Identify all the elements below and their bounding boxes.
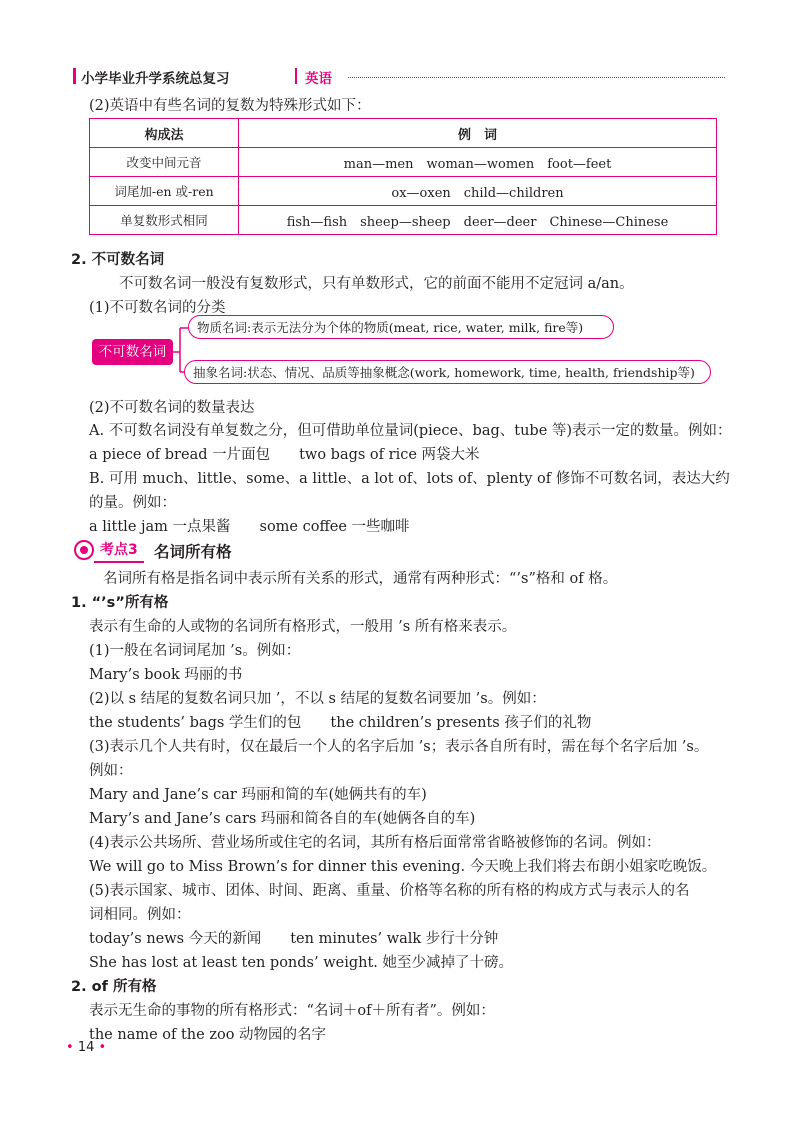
example-line: She has lost at least ten ponds’ weight. 她至少减掉了十磅。	[89, 955, 514, 971]
paragraph: (3)表示几个人共有时，仅在最后一个人的名字后加 ’s；表示各自所有时，需在每个名字后加 ’s。	[89, 739, 709, 755]
table-row	[90, 148, 717, 177]
table-cell: 改变中间元音	[90, 148, 239, 177]
paragraph: (2)以 s 结尾的复数名词只加 ’，不以 s 结尾的复数名词要加 ’s。例如：	[89, 691, 546, 707]
section-title-possessive: 名词所有格	[154, 543, 232, 561]
exam-point-label: 考点3	[94, 539, 144, 563]
page-header	[73, 66, 725, 86]
table-cell: ox—oxen child—children	[239, 177, 717, 206]
paragraph: B. 可用 much、little、some、a little、a lot of、lots of、plenty of 修饰不可数名词，表达大约	[89, 471, 730, 487]
table-cell: man—men woman—women foot—feet	[239, 148, 717, 177]
example-line: a piece of bread 一片面包 two bags of rice 两袋大米	[89, 447, 480, 463]
paragraph: 名词所有格是指名词中表示所有关系的形式，通常有两种形式：“’s”格和 of 格。	[103, 571, 618, 587]
example-line: a little jam 一点果酱 some coffee 一些咖啡	[89, 519, 410, 535]
header-dotted-rule	[348, 77, 725, 78]
table-cell: fish—fish sheep—sheep deer—deer Chinese—Chinese	[239, 206, 717, 235]
subject-label: 英语	[305, 71, 332, 87]
example-line: Mary’s book 玛丽的书	[89, 667, 243, 683]
section-heading: 2. of 所有格	[71, 979, 157, 995]
abstract-noun-bubble: 抽象名词:状态、情况、品质等抽象概念(work, homework, time, health, friendship等)	[184, 360, 711, 384]
paragraph: (1)一般在名词词尾加 ’s。例如：	[89, 643, 301, 659]
book-title: 小学毕业升学系统总复习	[81, 71, 230, 87]
paragraph: (5)表示国家、城市、团体、时间、距离、重量、价格等名称的所有格的构成方式与表示人的名	[89, 883, 690, 899]
paragraph: 词相同。例如：	[89, 907, 191, 923]
paragraph: 表示无生命的事物的所有格形式：“名词＋of＋所有者”。例如：	[89, 1003, 495, 1019]
exam-point-badge	[74, 539, 150, 561]
table-header: 例 词	[239, 119, 717, 148]
uncountable-category-box: 不可数名词	[92, 339, 173, 365]
intro-line: (2)英语中有些名词的复数为特殊形式如下：	[89, 98, 371, 114]
material-noun-bubble: 物质名词:表示无法分为个体的物质(meat, rice, water, milk, fire等)	[188, 315, 614, 339]
table-header-row	[90, 119, 717, 148]
paragraph: 例如：	[89, 763, 133, 779]
header-separator	[295, 68, 297, 84]
bullet-icon: •	[66, 1040, 74, 1055]
paragraph: (4)表示公共场所、营业场所或住宅的名词，其所有格后面常常省略被修饰的名词。例如：	[89, 835, 661, 851]
example-line: Mary and Jane’s car 玛丽和简的车(她俩共有的车)	[89, 787, 427, 803]
example-line: today’s news 今天的新闻 ten minutes’ walk 步行十分钟	[89, 931, 499, 947]
paragraph: A. 不可数名词没有单复数之分，但可借助单位量词(piece、bag、tube 等)表示一定的数量。例如：	[89, 423, 732, 439]
table-row	[90, 177, 717, 206]
section-heading-uncountable: 2. 不可数名词	[71, 252, 165, 268]
page-number	[66, 1040, 106, 1055]
paragraph: 的量。例如：	[89, 495, 176, 511]
table-cell: 词尾加-en 或-ren	[90, 177, 239, 206]
plural-forms-table	[89, 118, 717, 235]
table-row	[90, 206, 717, 235]
table-cell: 单复数形式相同	[90, 206, 239, 235]
paragraph: 不可数名词一般没有复数形式，只有单数形式，它的前面不能用不定冠词 a/an。	[119, 276, 634, 292]
subheading: (2)不可数名词的数量表达	[89, 400, 255, 416]
target-icon	[74, 540, 94, 560]
page-number-value: 14	[77, 1040, 95, 1055]
section-heading: 1. “’s”所有格	[71, 595, 169, 611]
example-line: the students’ bags 学生们的包 the children’s presents 孩子们的礼物	[89, 715, 592, 731]
example-line: We will go to Miss Brown’s for dinner this evening. 今天晚上我们将去布朗小姐家吃晚饭。	[89, 859, 717, 875]
example-line: Mary’s and Jane’s cars 玛丽和简各自的车(她俩各自的车)	[89, 811, 476, 827]
subheading: (1)不可数名词的分类	[89, 300, 226, 316]
table-header: 构成法	[90, 119, 239, 148]
header-bar	[73, 68, 76, 84]
paragraph: 表示有生命的人或物的名词所有格形式，一般用 ’s 所有格来表示。	[89, 619, 517, 635]
bullet-icon: •	[98, 1040, 107, 1055]
example-line: the name of the zoo 动物园的名字	[89, 1027, 327, 1043]
